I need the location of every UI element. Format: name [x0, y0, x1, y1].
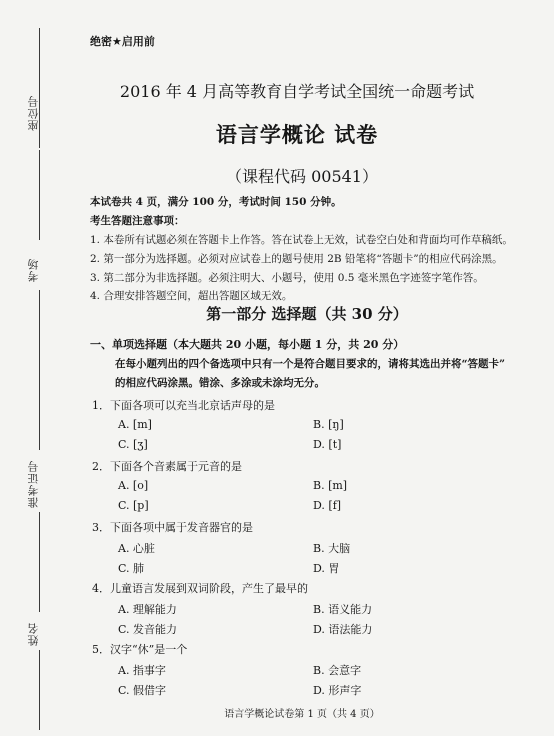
part-one-title: 第一部分 选择题（共 30 分） — [206, 305, 408, 323]
notice-item: 3. 第二部分为非选择题。必须注明大、小题号，使用 0.5 毫米黑色字迹签字笔作答。 — [90, 272, 484, 284]
option-a: A. [m] — [118, 418, 152, 431]
option-b: B. 语义能力 — [313, 603, 373, 616]
option-d: D. [t] — [313, 438, 342, 451]
course-code: （课程代码 00541） — [226, 167, 378, 186]
option-b: B. 大脑 — [313, 542, 351, 555]
exam-title: 2016 年 4 月高等教育自学考试全国统一命题考试 — [119, 82, 475, 101]
admission-label: 准考证号 — [27, 460, 40, 508]
seat-label: 座位号 — [27, 95, 40, 131]
option-d: D. 语法能力 — [313, 623, 373, 636]
question-stem: 4．儿童语言发展到双词阶段，产生了最早的 — [92, 582, 308, 595]
notice-item: 4. 合理安排答题空间，超出答题区域无效。 — [90, 290, 293, 302]
option-a: A. 心脏 — [118, 542, 155, 555]
option-d: D. 形声字 — [313, 684, 362, 697]
notice-item: 1. 本卷所有试题必须在答题卡上作答。答在试卷上无效，试卷空白处和背面均可作草稿纸。 — [90, 234, 513, 246]
option-c: C. 假借字 — [118, 684, 167, 697]
option-d: D. 胃 — [313, 562, 340, 575]
confidential-mark: 绝密★启用前 — [90, 35, 155, 48]
option-a: A. [o] — [118, 479, 149, 492]
option-b: B. [ŋ] — [313, 418, 344, 431]
option-a: A. 指事字 — [118, 664, 166, 677]
section-instruction: 在每小题列出的四个备选项中只有一个是符合题目要求的，请将其选出并将“答题卡” — [115, 358, 506, 370]
option-c: C. [ʒ] — [118, 438, 148, 451]
option-c: C. 发音能力 — [118, 623, 178, 636]
option-a: A. 理解能力 — [118, 603, 177, 616]
option-d: D. [f] — [313, 499, 342, 512]
paper-summary: 本试卷共 4 页，满分 100 分，考试时间 150 分钟。 — [90, 196, 342, 208]
name-label: 姓名 — [27, 622, 40, 646]
venue-label: 考场 — [27, 258, 40, 282]
question-stem: 2．下面各个音素属于元音的是 — [92, 460, 242, 473]
section-instruction: 的相应代码涂黑。错涂、多涂或未涂均无分。 — [115, 377, 325, 389]
question-stem: 3．下面各项中属于发音器官的是 — [92, 521, 253, 534]
option-b: B. 会意字 — [313, 664, 362, 677]
paper-title: 语言学概论 试卷 — [215, 122, 379, 147]
page-footer: 语言学概论试卷第 1 页（共 4 页） — [224, 709, 380, 720]
binding-line — [39, 512, 40, 612]
section-heading: 一、单项选择题（本大题共 20 小题，每小题 1 分，共 20 分） — [90, 338, 405, 351]
question-stem: 5．汉字“休”是一个 — [92, 643, 188, 656]
notice-title: 考生答题注意事项： — [90, 215, 185, 227]
option-c: C. [p] — [118, 499, 149, 512]
notice-item: 2. 第一部分为选择题。必须对应试卷上的题号使用 2B 铅笔将“答题卡”的相应代码涂黑。 — [90, 253, 503, 265]
option-b: B. [m] — [313, 479, 348, 492]
question-stem: 1．下面各项可以充当北京话声母的是 — [92, 399, 275, 412]
option-c: C. 肺 — [118, 562, 145, 575]
